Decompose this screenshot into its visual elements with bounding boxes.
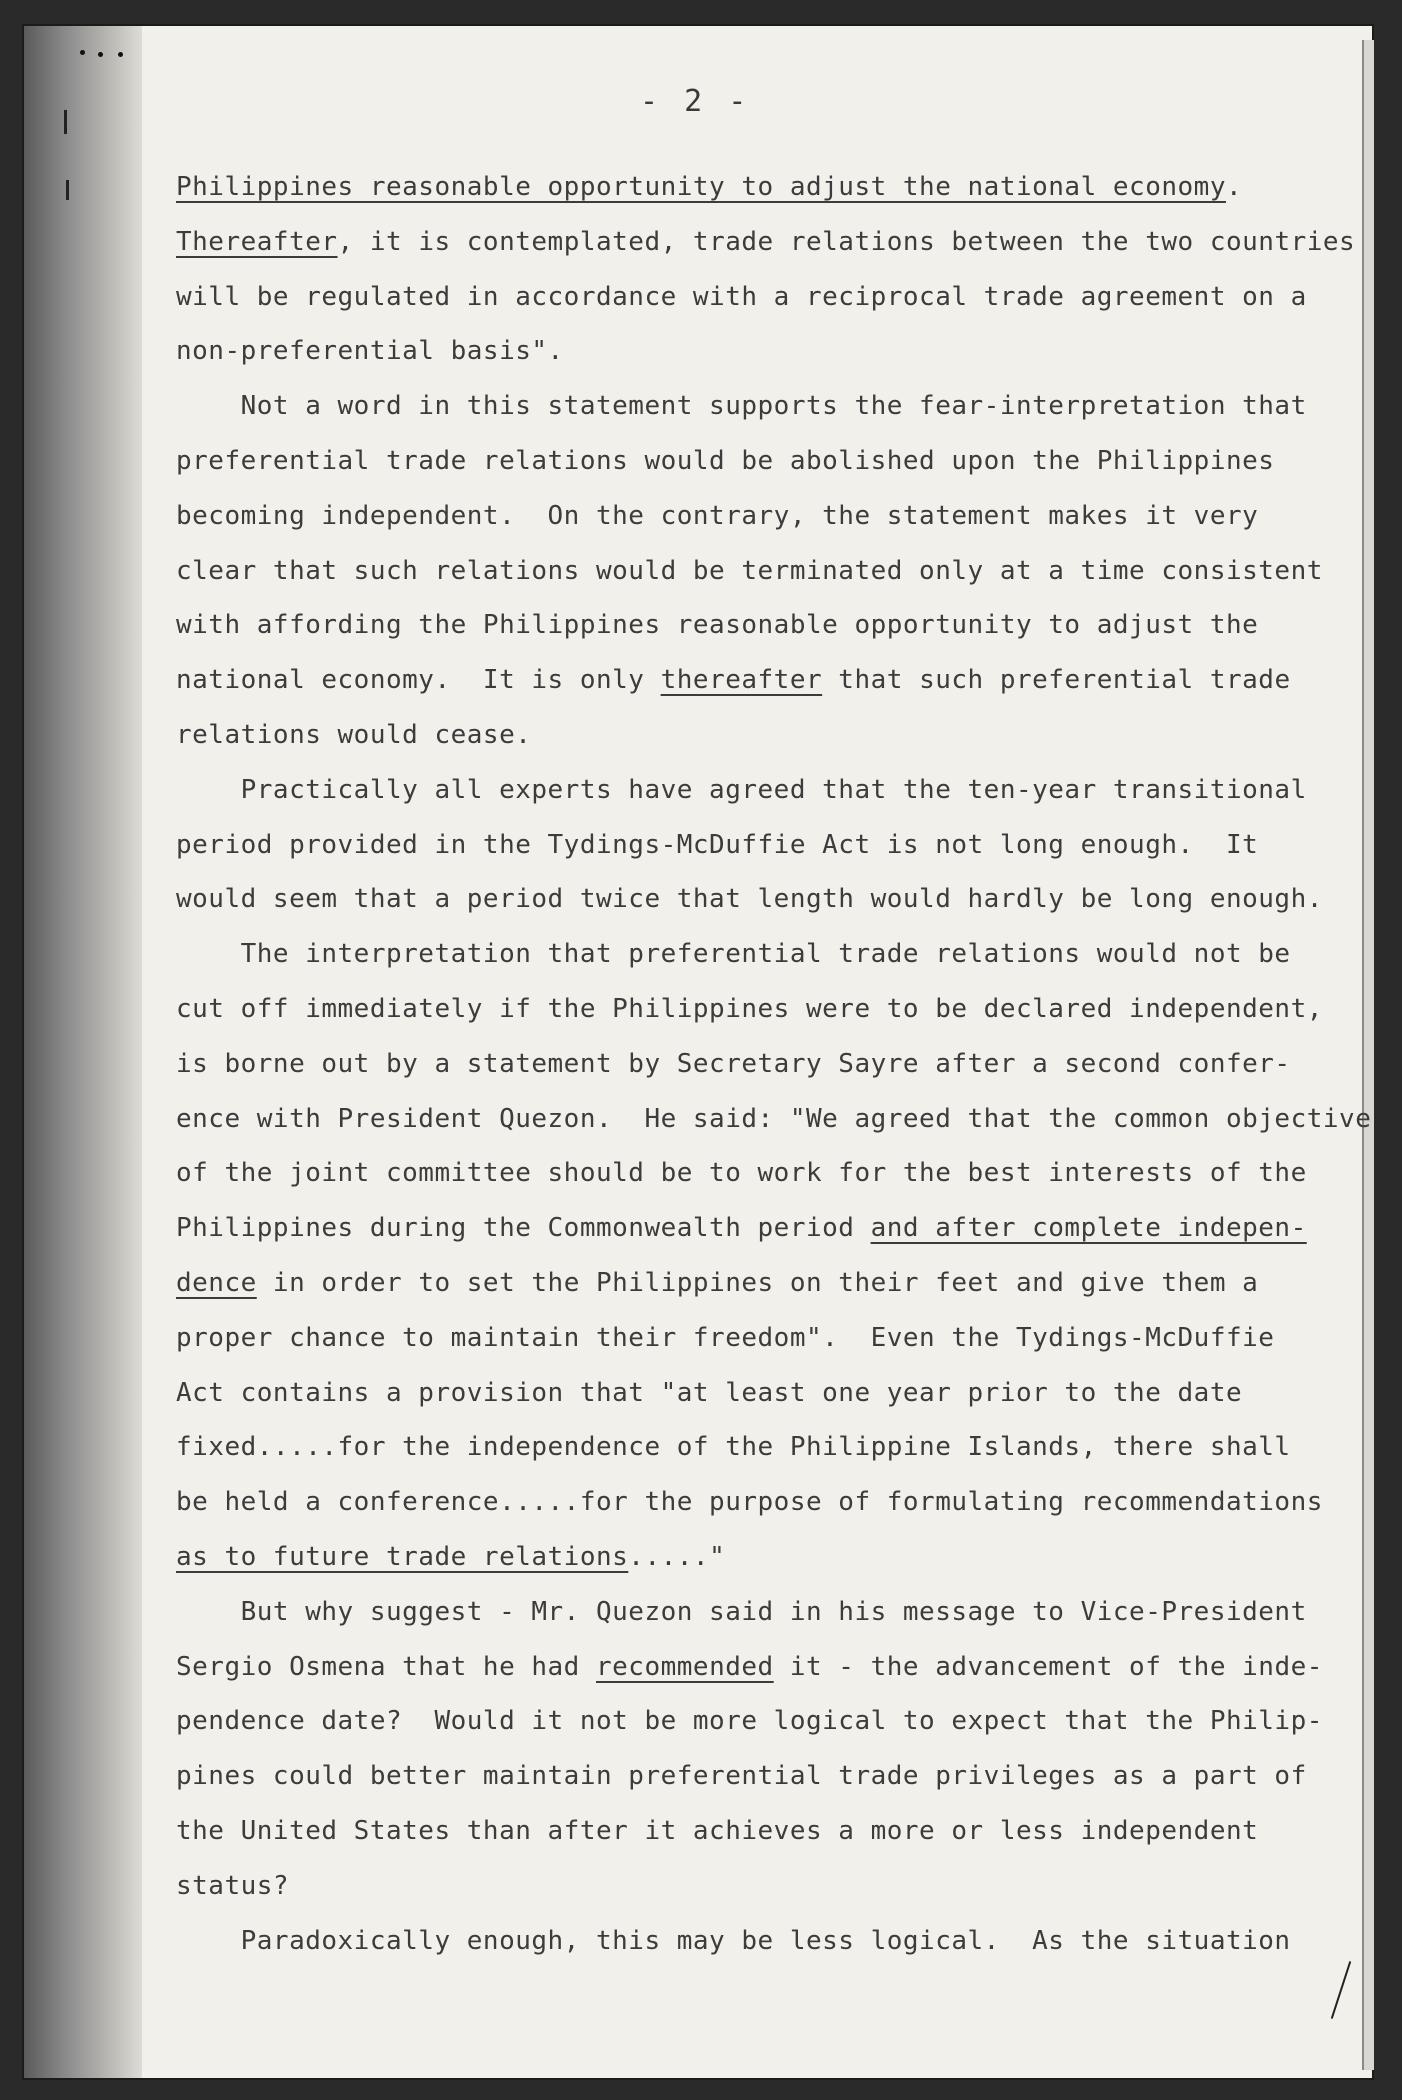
text-line	[176, 544, 1326, 599]
line-text: fixed.....for the independence of the Philippine Islands, there shall	[176, 1432, 1291, 1463]
line-text: with affording the Philippines reasonable opportunity to adjust the	[176, 610, 1259, 641]
text-line	[176, 653, 1326, 708]
underlined-text: thereafter	[660, 665, 823, 696]
margin-mark	[64, 110, 67, 134]
text-line	[176, 708, 1326, 763]
text-line	[176, 1859, 1326, 1914]
text-line	[176, 1914, 1326, 1969]
underlined-text: Philippines reasonable opportunity to adjust the national economy	[176, 172, 1226, 202]
text-line	[176, 434, 1326, 489]
line-text: Philippines during the Commonwealth period	[176, 1213, 871, 1244]
line-text: cut off immediately if the Philippines were to be declared independent,	[176, 993, 1323, 1024]
page-right-edge	[1362, 40, 1374, 2070]
text-line	[176, 1694, 1326, 1749]
line-text: .	[1225, 172, 1243, 202]
binding-hole-mark	[98, 52, 103, 57]
text-line	[176, 1804, 1326, 1859]
text-line	[176, 1640, 1326, 1695]
line-text: proper chance to maintain their freedom". Even the Tydings-McDuffie	[176, 1322, 1275, 1353]
line-text: national economy. It is only	[176, 665, 661, 696]
text-line	[176, 324, 1326, 379]
text-line	[176, 1201, 1326, 1256]
line-text: would seem that a period twice that length would hardly be long enough.	[176, 884, 1323, 915]
line-text: that such preferential trade	[822, 665, 1291, 696]
text-line	[176, 1530, 1326, 1585]
line-text: preferential trade relations would be abolished upon the Philippines	[176, 445, 1275, 476]
text-line	[176, 215, 1356, 270]
text-line	[176, 598, 1326, 653]
line-text: clear that such relations would be terminated only at a time consistent	[176, 555, 1323, 586]
text-line	[176, 763, 1326, 818]
line-text: it - the advancement of the inde-	[773, 1651, 1323, 1682]
line-text: ence with President Quezon. He said: "We agreed that the common objective	[176, 1103, 1372, 1134]
line-text: non-preferential basis".	[176, 336, 564, 367]
underlined-text: and after complete indepen-	[870, 1213, 1307, 1244]
line-text: of the joint committee should be to work for the best interests of the	[176, 1158, 1307, 1189]
page-left-margin-shadow	[24, 26, 142, 2078]
text-line	[176, 1420, 1326, 1475]
line-text: will be regulated in accordance with a reciprocal trade agreement on a	[176, 281, 1307, 312]
line-text: Paradoxically enough, this may be less logical. As the situation	[176, 1925, 1291, 1956]
typed-letter-body	[176, 160, 1372, 1968]
text-line	[176, 1749, 1326, 1804]
text-line	[176, 379, 1326, 434]
line-text: Sergio Osmena that he had	[176, 1651, 596, 1682]
underlined-text: Thereafter	[176, 226, 338, 257]
line-text: pines could better maintain preferential trade privileges as a part of	[176, 1761, 1307, 1792]
text-line	[176, 1366, 1326, 1421]
text-line	[176, 927, 1326, 982]
text-line	[176, 818, 1326, 873]
line-text: in order to set the Philippines on their feet and give them a	[256, 1267, 1259, 1298]
text-line	[176, 1092, 1372, 1147]
text-line	[176, 1146, 1326, 1201]
line-text: , it is contemplated, trade relations between the two countries	[337, 226, 1356, 257]
margin-mark	[66, 180, 69, 200]
line-text: But why suggest - Mr. Quezon said in his message to Vice-President	[176, 1596, 1307, 1627]
text-line	[176, 160, 1326, 215]
binding-hole-mark	[118, 52, 123, 57]
line-text: Not a word in this statement supports the fear-interpretation that	[176, 391, 1307, 422]
line-text: status?	[176, 1870, 290, 1901]
text-line	[176, 489, 1326, 544]
text-line	[176, 1311, 1326, 1366]
text-line	[176, 1475, 1326, 1530]
text-line	[176, 1037, 1326, 1092]
line-text: is borne out by a statement by Secretary Sayre after a second confer-	[176, 1048, 1291, 1079]
text-line	[176, 982, 1326, 1037]
underlined-text: recommended	[596, 1651, 774, 1682]
line-text: period provided in the Tydings-McDuffie Act is not long enough. It	[176, 829, 1259, 860]
line-text: the United States than after it achieves a more or less independent	[176, 1815, 1259, 1846]
line-text: The interpretation that preferential trade relations would not be	[176, 939, 1291, 970]
text-line	[176, 270, 1326, 325]
underlined-text: as to future trade relations	[176, 1541, 629, 1572]
line-text: Practically all experts have agreed that the ten-year transitional	[176, 774, 1307, 805]
binding-hole-mark	[80, 50, 85, 55]
line-text: becoming independent. On the contrary, the statement makes it very	[176, 500, 1259, 531]
line-text: ....."	[628, 1541, 726, 1572]
underlined-text: dence	[176, 1267, 257, 1298]
text-line	[176, 872, 1326, 927]
line-text: be held a conference.....for the purpose of formulating recommendations	[176, 1487, 1323, 1518]
text-line	[176, 1256, 1326, 1311]
line-text: Act contains a provision that "at least one year prior to the date	[176, 1377, 1243, 1408]
text-line	[176, 1585, 1326, 1640]
line-text: pendence date? Would it not be more logical to expect that the Philip-	[176, 1706, 1323, 1737]
page-number: - 2 -	[640, 84, 751, 119]
line-text: relations would cease.	[176, 719, 532, 750]
